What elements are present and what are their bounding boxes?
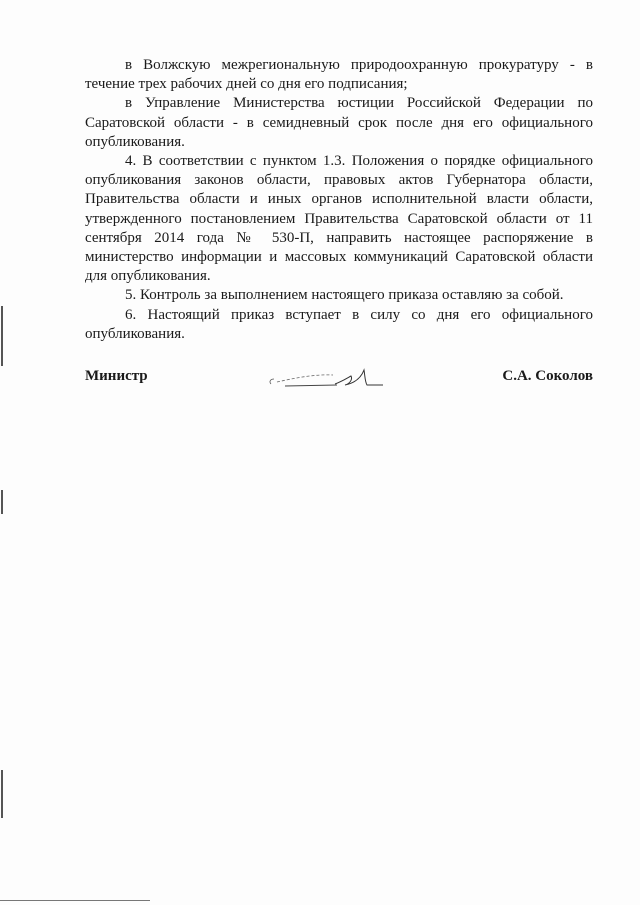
paragraph-item-6: 6. Настоящий приказ вступает в силу со дня его официального опубликования. [85,306,593,342]
scan-edge-mark [1,490,3,514]
paragraph-item-5: 5. Контроль за выполнением настоящего приказа оставляю за собой. [125,287,564,304]
document-body [85,56,593,344]
signatory-name: С.А. Соколов [502,368,593,384]
scan-edge-mark [1,770,3,818]
scan-edge-mark [1,306,3,366]
signature-row [85,368,593,396]
paragraph-justice-ministry: в Управление Министерства юстиции Российской Федерации по Саратовской области - в семидневный срок после дня его официального опубликования. [85,95,593,150]
signatory-title: Министр [85,368,148,384]
handwritten-signature [265,364,385,394]
bottom-rule [0,900,150,901]
paragraph-item-4: 4. В соответствии с пунктом 1.3. Положения о порядке официального опубликования законов области, правовых актов Губернатора области, Правительства области и иных органов исполнительной власти области, утвержденного постановлением Правительства Саратовской области от 11 сентября 2014 года № 530-П, направить настоящее распоряжение в министерство информации и массовых коммуникаций Саратовской области для опубликования. [85,153,593,285]
paragraph-prosecutor: в Волжскую межрегиональную природоохранную прокуратуру - в течение трех рабочих дней со дня его подписания; [85,57,593,93]
